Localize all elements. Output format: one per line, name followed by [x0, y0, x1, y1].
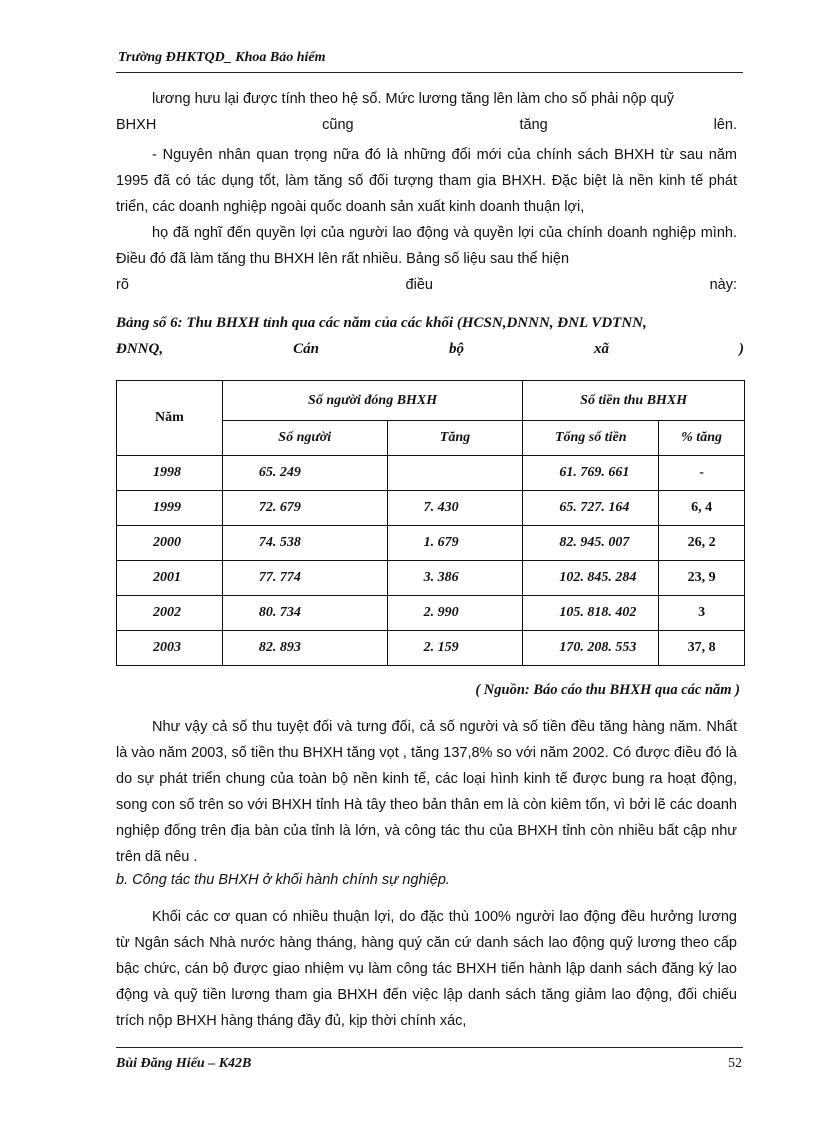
paragraph-4 — [116, 714, 737, 870]
cell-increase: 3. 386 — [387, 561, 523, 596]
cell-increase: 1. 679 — [387, 526, 523, 561]
footer-divider — [116, 1047, 743, 1048]
cell-people: 74. 538 — [222, 526, 387, 561]
word: ) — [738, 341, 744, 357]
subheader-people: Số người — [222, 421, 387, 456]
paragraph-3-last-line — [116, 272, 737, 298]
subheader-pct: % tăng — [659, 421, 745, 456]
table-caption — [116, 310, 744, 362]
cell-year: 2002 — [117, 596, 223, 631]
cell-people: 65. 249 — [222, 456, 387, 491]
cell-pct: 3 — [659, 596, 745, 631]
table-row — [117, 526, 745, 561]
paragraph-4-text: Như vậy cả số thu tuyệt đối và tưng đối, cả số người và số tiền đều tăng hàng năm. Nhất là vào năm 2003, số tiền thu BHXH tăng vọt , tăng 137,8% so với năm 2002. Có được điều đó là do sự phát triển chung của toàn bộ nền kinh tế, các loại hình kinh tế được bung ra hoạt động, song con số trên so với BHXH tỉnh Hà tây theo bản thân em là còn kiêm tốn, vì bởi lẽ các doanh nghiệp đống trên địa bàn của tỉnh là lớn, và công tác thu của BHXH tỉnh còn nhiều bất cập như trên dã nêu . — [116, 719, 737, 865]
cell-total: 65. 727. 164 — [523, 491, 659, 526]
subheader-total: Tổng số tiền — [523, 421, 659, 456]
cell-increase: 7. 430 — [387, 491, 523, 526]
cell-year: 2000 — [117, 526, 223, 561]
paragraph-2 — [116, 142, 737, 220]
word: điều — [405, 277, 433, 293]
cell-increase: 2. 990 — [387, 596, 523, 631]
bhxh-revenue-table — [116, 380, 745, 666]
cell-total: 82. 945. 007 — [523, 526, 659, 561]
word: lên. — [713, 117, 737, 133]
cell-year: 2001 — [117, 561, 223, 596]
table-row — [117, 456, 745, 491]
word: bộ — [448, 341, 464, 357]
word: rõ — [116, 277, 129, 293]
group-header-amount: Số tiền thu BHXH — [523, 381, 745, 421]
table-row — [117, 631, 745, 666]
paragraph-5-text: Khối các cơ quan có nhiều thuận lợi, do đặc thù 100% người lao động đều hưởng lương từ Ngân sách Nhà nước hàng tháng, hàng quý căn cứ danh sách lao động quỹ lương theo cấp bậc chức, cán bộ được giao nhiệm vụ làm công tác BHXH tiến hành lập danh sách đăng ký lao động và quỹ tiền lương tham gia BHXH đến việc lập danh sách tăng giảm lao động, đối chiếu trích nộp BHXH hàng tháng đầy đủ, kịp thời chính xác, — [116, 909, 737, 1029]
cell-total: 105. 818. 402 — [523, 596, 659, 631]
cell-total: 170. 208. 553 — [523, 631, 659, 666]
paragraph-1-line-2 — [116, 112, 737, 138]
footer-author: Bùi Đăng Hiếu – K42B — [116, 1056, 252, 1071]
cell-pct: 23, 9 — [659, 561, 745, 596]
table-caption-line-2 — [116, 336, 744, 362]
cell-year: 1999 — [117, 491, 223, 526]
cell-pct: - — [659, 456, 745, 491]
table-row — [117, 491, 745, 526]
cell-pct: 26, 2 — [659, 526, 745, 561]
word: xã — [593, 341, 609, 357]
paragraph-3-text: họ đã nghĩ đến quyền lợi của người lao động và quyền lợi của chính doanh nghiệp mình. Điều đó đã làm tăng thu BHXH lên rất nhiều. Bảng số liệu sau thể hiện — [116, 225, 737, 267]
paragraph-1 — [116, 86, 737, 138]
cell-pct: 6, 4 — [659, 491, 745, 526]
cell-year: 2003 — [117, 631, 223, 666]
paragraph-5 — [116, 904, 737, 1034]
cell-people: 82. 893 — [222, 631, 387, 666]
word: ĐNNQ, — [116, 341, 164, 357]
header-divider — [116, 72, 743, 73]
cell-increase — [387, 456, 523, 491]
word: cũng — [322, 117, 354, 133]
group-header-people: Số người đóng BHXH — [222, 381, 522, 421]
subheader-increase: Tăng — [387, 421, 523, 456]
paragraph-3 — [116, 220, 737, 298]
cell-increase: 2. 159 — [387, 631, 523, 666]
section-subheading: b. Công tác thu BHXH ở khối hành chính sự nghiệp. — [116, 872, 450, 888]
col-year-header: Năm — [117, 381, 223, 456]
table-caption-line-1: Bảng số 6: Thu BHXH tỉnh qua các năm của các khối (HCSN,DNNN, ĐNL VDTNN, — [116, 315, 647, 331]
page-header-title: Trường ĐHKTQD_ Khoa Bảo hiểm — [118, 50, 326, 65]
cell-total: 61. 769. 661 — [523, 456, 659, 491]
word: BHXH — [116, 117, 157, 133]
cell-pct: 37, 8 — [659, 631, 745, 666]
page-number: 52 — [728, 1056, 742, 1071]
cell-people: 72. 679 — [222, 491, 387, 526]
cell-year: 1998 — [117, 456, 223, 491]
table-row — [117, 596, 745, 631]
word: Cán — [293, 341, 319, 357]
paragraph-2-text: - Nguyên nhân quan trọng nữa đó là những đổi mới của chính sách BHXH từ sau năm 1995 đã có tác dụng tốt, làm tăng số đối tượng tham gia BHXH. Đặc biệt là nền kinh tế phát triển, các doanh nghiệp ngoài quốc doanh sản xuất kinh doanh thuận lợi, — [116, 147, 737, 215]
word: tăng — [519, 117, 548, 133]
cell-people: 80. 734 — [222, 596, 387, 631]
word: này: — [709, 277, 737, 293]
table-row — [117, 561, 745, 596]
cell-total: 102. 845. 284 — [523, 561, 659, 596]
table-source-note: ( Nguồn: Báo cáo thu BHXH qua các năm ) — [475, 682, 740, 698]
paragraph-1-line-1: lương hưu lại được tính theo hệ số. Mức lương tăng lên làm cho số phải nộp quỹ — [152, 91, 675, 107]
cell-people: 77. 774 — [222, 561, 387, 596]
